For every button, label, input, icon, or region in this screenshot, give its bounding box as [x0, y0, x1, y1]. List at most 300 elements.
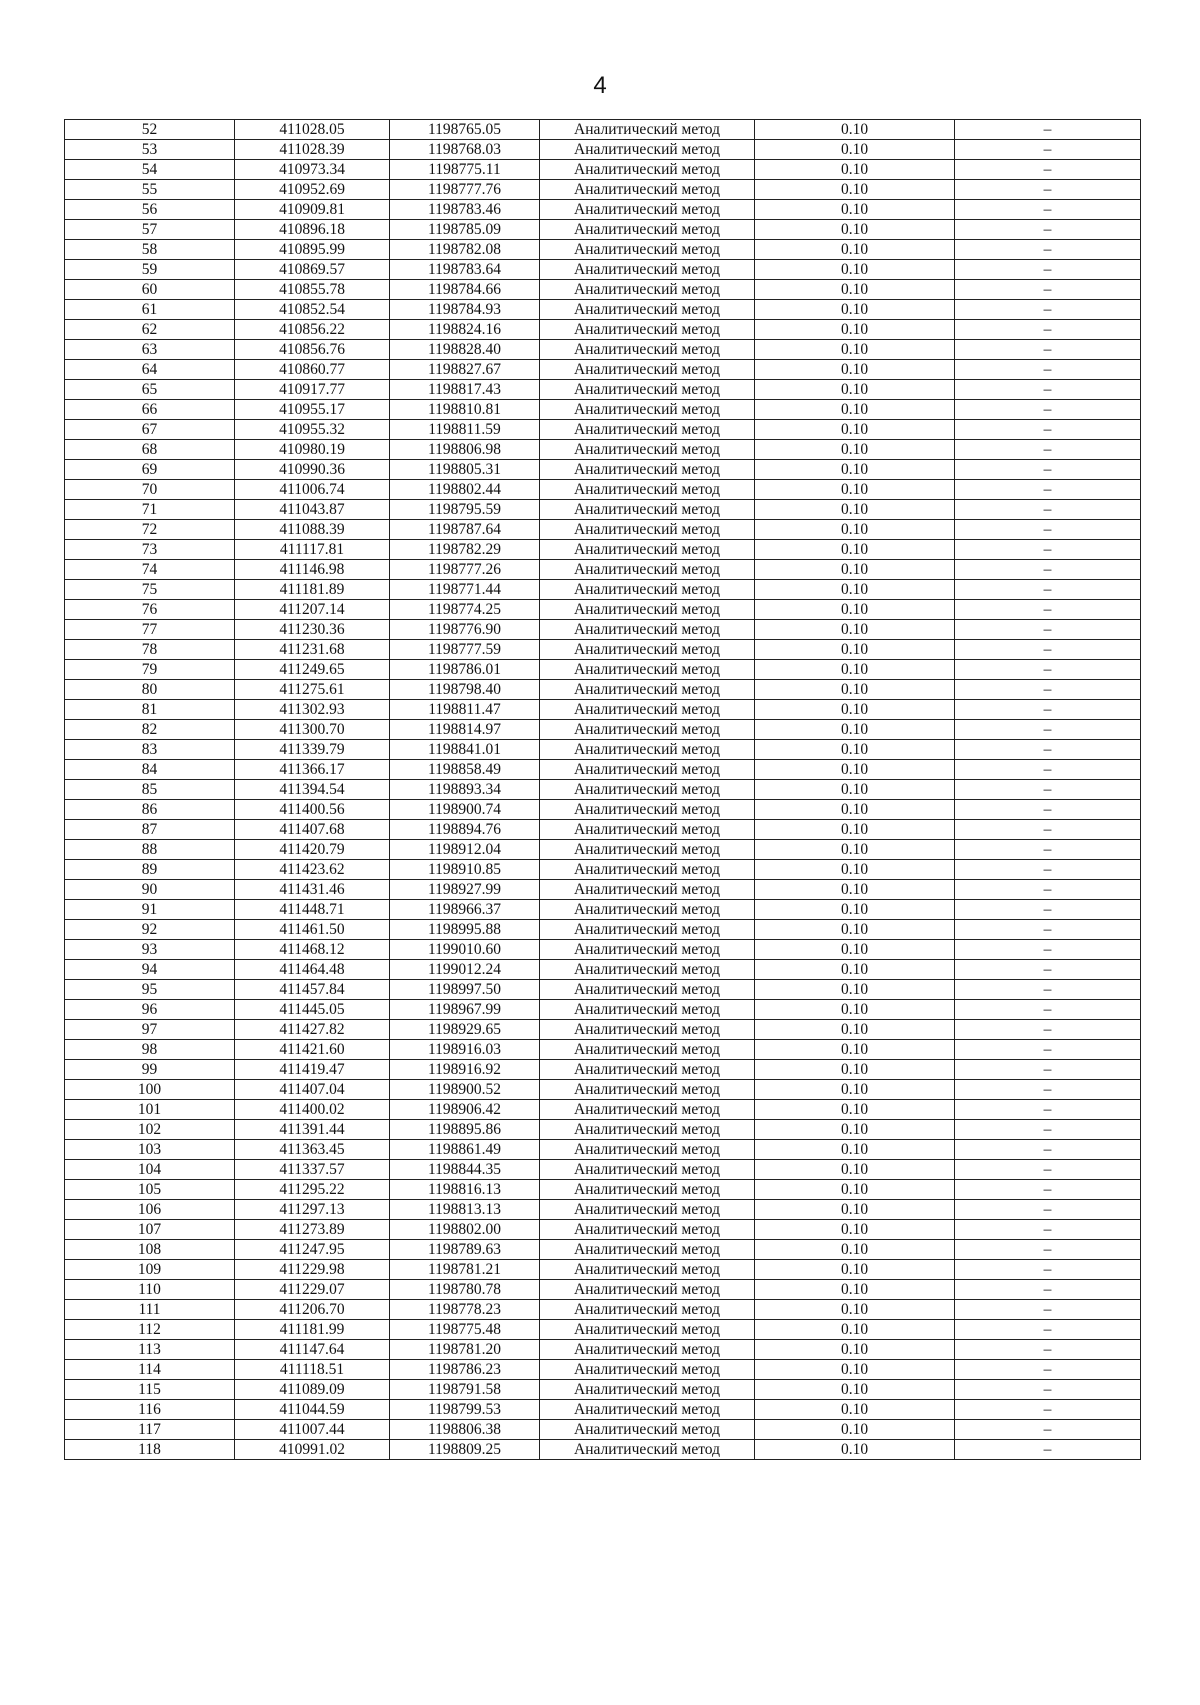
y-coordinate-cell: 1198858.49 [390, 760, 540, 780]
accuracy-cell: 0.10 [755, 140, 955, 160]
table-row [65, 1220, 1141, 1240]
x-coordinate-cell: 411400.56 [235, 800, 390, 820]
accuracy-cell: 0.10 [755, 1440, 955, 1460]
method-cell: Аналитический метод [540, 600, 755, 620]
method-cell: Аналитический метод [540, 400, 755, 420]
accuracy-cell: 0.10 [755, 760, 955, 780]
x-coordinate-cell: 410895.99 [235, 240, 390, 260]
point-number-cell: 53 [65, 140, 235, 160]
method-cell: Аналитический метод [540, 480, 755, 500]
point-number-cell: 58 [65, 240, 235, 260]
table-row [65, 640, 1141, 660]
x-coordinate-cell: 411230.36 [235, 620, 390, 640]
description-cell: – [955, 920, 1141, 940]
x-coordinate-cell: 410952.69 [235, 180, 390, 200]
accuracy-cell: 0.10 [755, 1000, 955, 1020]
x-coordinate-cell: 410973.34 [235, 160, 390, 180]
table-row [65, 560, 1141, 580]
y-coordinate-cell: 1198786.01 [390, 660, 540, 680]
y-coordinate-cell: 1198786.23 [390, 1360, 540, 1380]
accuracy-cell: 0.10 [755, 1260, 955, 1280]
method-cell: Аналитический метод [540, 340, 755, 360]
accuracy-cell: 0.10 [755, 320, 955, 340]
description-cell: – [955, 660, 1141, 680]
method-cell: Аналитический метод [540, 960, 755, 980]
x-coordinate-cell: 411419.47 [235, 1060, 390, 1080]
description-cell: – [955, 680, 1141, 700]
x-coordinate-cell: 410917.77 [235, 380, 390, 400]
table-row [65, 1300, 1141, 1320]
x-coordinate-cell: 410991.02 [235, 1440, 390, 1460]
table-row [65, 1420, 1141, 1440]
accuracy-cell: 0.10 [755, 880, 955, 900]
y-coordinate-cell: 1198817.43 [390, 380, 540, 400]
y-coordinate-cell: 1198775.48 [390, 1320, 540, 1340]
method-cell: Аналитический метод [540, 920, 755, 940]
table-row [65, 860, 1141, 880]
point-number-cell: 86 [65, 800, 235, 820]
x-coordinate-cell: 411297.13 [235, 1200, 390, 1220]
description-cell: – [955, 880, 1141, 900]
accuracy-cell: 0.10 [755, 1340, 955, 1360]
point-number-cell: 88 [65, 840, 235, 860]
y-coordinate-cell: 1198777.76 [390, 180, 540, 200]
table-row [65, 1100, 1141, 1120]
table-row [65, 740, 1141, 760]
point-number-cell: 61 [65, 300, 235, 320]
table-row [65, 1240, 1141, 1260]
method-cell: Аналитический метод [540, 620, 755, 640]
accuracy-cell: 0.10 [755, 620, 955, 640]
table-row [65, 440, 1141, 460]
x-coordinate-cell: 411420.79 [235, 840, 390, 860]
x-coordinate-cell: 411044.59 [235, 1400, 390, 1420]
table-row [65, 760, 1141, 780]
y-coordinate-cell: 1198916.92 [390, 1060, 540, 1080]
method-cell: Аналитический метод [540, 240, 755, 260]
y-coordinate-cell: 1198900.74 [390, 800, 540, 820]
x-coordinate-cell: 411391.44 [235, 1120, 390, 1140]
point-number-cell: 116 [65, 1400, 235, 1420]
y-coordinate-cell: 1198810.81 [390, 400, 540, 420]
x-coordinate-cell: 411007.44 [235, 1420, 390, 1440]
method-cell: Аналитический метод [540, 1040, 755, 1060]
accuracy-cell: 0.10 [755, 260, 955, 280]
table-row [65, 1060, 1141, 1080]
method-cell: Аналитический метод [540, 460, 755, 480]
x-coordinate-cell: 411028.39 [235, 140, 390, 160]
x-coordinate-cell: 411302.93 [235, 700, 390, 720]
method-cell: Аналитический метод [540, 560, 755, 580]
table-row [65, 400, 1141, 420]
y-coordinate-cell: 1198910.85 [390, 860, 540, 880]
table-row [65, 680, 1141, 700]
x-coordinate-cell: 411207.14 [235, 600, 390, 620]
x-coordinate-cell: 411275.61 [235, 680, 390, 700]
method-cell: Аналитический метод [540, 640, 755, 660]
accuracy-cell: 0.10 [755, 1200, 955, 1220]
method-cell: Аналитический метод [540, 1400, 755, 1420]
x-coordinate-cell: 411231.68 [235, 640, 390, 660]
accuracy-cell: 0.10 [755, 1320, 955, 1340]
method-cell: Аналитический метод [540, 780, 755, 800]
table-row [65, 600, 1141, 620]
table-row [65, 1320, 1141, 1340]
description-cell: – [955, 980, 1141, 1000]
y-coordinate-cell: 1198780.78 [390, 1280, 540, 1300]
y-coordinate-cell: 1199010.60 [390, 940, 540, 960]
accuracy-cell: 0.10 [755, 240, 955, 260]
description-cell: – [955, 160, 1141, 180]
x-coordinate-cell: 411118.51 [235, 1360, 390, 1380]
y-coordinate-cell: 1198995.88 [390, 920, 540, 940]
description-cell: – [955, 340, 1141, 360]
point-number-cell: 99 [65, 1060, 235, 1080]
accuracy-cell: 0.10 [755, 1160, 955, 1180]
y-coordinate-cell: 1198768.03 [390, 140, 540, 160]
method-cell: Аналитический метод [540, 1160, 755, 1180]
description-cell: – [955, 580, 1141, 600]
table-row [65, 420, 1141, 440]
table-row [65, 1120, 1141, 1140]
accuracy-cell: 0.10 [755, 1140, 955, 1160]
method-cell: Аналитический метод [540, 700, 755, 720]
y-coordinate-cell: 1198782.29 [390, 540, 540, 560]
point-number-cell: 70 [65, 480, 235, 500]
point-number-cell: 62 [65, 320, 235, 340]
point-number-cell: 82 [65, 720, 235, 740]
x-coordinate-cell: 410955.32 [235, 420, 390, 440]
method-cell: Аналитический метод [540, 1000, 755, 1020]
point-number-cell: 80 [65, 680, 235, 700]
x-coordinate-cell: 411088.39 [235, 520, 390, 540]
y-coordinate-cell: 1198782.08 [390, 240, 540, 260]
description-cell: – [955, 760, 1141, 780]
y-coordinate-cell: 1198824.16 [390, 320, 540, 340]
method-cell: Аналитический метод [540, 880, 755, 900]
point-number-cell: 95 [65, 980, 235, 1000]
point-number-cell: 91 [65, 900, 235, 920]
x-coordinate-cell: 411273.89 [235, 1220, 390, 1240]
point-number-cell: 105 [65, 1180, 235, 1200]
method-cell: Аналитический метод [540, 1220, 755, 1240]
method-cell: Аналитический метод [540, 860, 755, 880]
accuracy-cell: 0.10 [755, 660, 955, 680]
accuracy-cell: 0.10 [755, 380, 955, 400]
point-number-cell: 64 [65, 360, 235, 380]
table-row [65, 840, 1141, 860]
description-cell: – [955, 120, 1141, 140]
description-cell: – [955, 320, 1141, 340]
point-number-cell: 93 [65, 940, 235, 960]
method-cell: Аналитический метод [540, 540, 755, 560]
description-cell: – [955, 1060, 1141, 1080]
point-number-cell: 74 [65, 560, 235, 580]
y-coordinate-cell: 1198811.47 [390, 700, 540, 720]
accuracy-cell: 0.10 [755, 440, 955, 460]
point-number-cell: 76 [65, 600, 235, 620]
description-cell: – [955, 1040, 1141, 1060]
point-number-cell: 52 [65, 120, 235, 140]
method-cell: Аналитический метод [540, 520, 755, 540]
table-row [65, 520, 1141, 540]
x-coordinate-cell: 411300.70 [235, 720, 390, 740]
y-coordinate-cell: 1198916.03 [390, 1040, 540, 1060]
accuracy-cell: 0.10 [755, 740, 955, 760]
table-row [65, 160, 1141, 180]
method-cell: Аналитический метод [540, 1420, 755, 1440]
point-number-cell: 85 [65, 780, 235, 800]
x-coordinate-cell: 411457.84 [235, 980, 390, 1000]
point-number-cell: 71 [65, 500, 235, 520]
x-coordinate-cell: 411427.82 [235, 1020, 390, 1040]
description-cell: – [955, 480, 1141, 500]
x-coordinate-cell: 410856.76 [235, 340, 390, 360]
x-coordinate-cell: 411464.48 [235, 960, 390, 980]
table-row [65, 200, 1141, 220]
x-coordinate-cell: 411394.54 [235, 780, 390, 800]
accuracy-cell: 0.10 [755, 1240, 955, 1260]
table-row [65, 140, 1141, 160]
y-coordinate-cell: 1198784.93 [390, 300, 540, 320]
table-row [65, 1080, 1141, 1100]
y-coordinate-cell: 1198893.34 [390, 780, 540, 800]
table-row [65, 880, 1141, 900]
description-cell: – [955, 1020, 1141, 1040]
method-cell: Аналитический метод [540, 1320, 755, 1340]
y-coordinate-cell: 1198929.65 [390, 1020, 540, 1040]
table-row [65, 320, 1141, 340]
y-coordinate-cell: 1198777.26 [390, 560, 540, 580]
method-cell: Аналитический метод [540, 1140, 755, 1160]
accuracy-cell: 0.10 [755, 120, 955, 140]
point-number-cell: 54 [65, 160, 235, 180]
description-cell: – [955, 1340, 1141, 1360]
accuracy-cell: 0.10 [755, 1080, 955, 1100]
table-row [65, 180, 1141, 200]
y-coordinate-cell: 1198787.64 [390, 520, 540, 540]
point-number-cell: 109 [65, 1260, 235, 1280]
y-coordinate-cell: 1198813.13 [390, 1200, 540, 1220]
table-row [65, 380, 1141, 400]
y-coordinate-cell: 1198816.13 [390, 1180, 540, 1200]
x-coordinate-cell: 411117.81 [235, 540, 390, 560]
x-coordinate-cell: 410869.57 [235, 260, 390, 280]
x-coordinate-cell: 410980.19 [235, 440, 390, 460]
x-coordinate-cell: 410860.77 [235, 360, 390, 380]
method-cell: Аналитический метод [540, 660, 755, 680]
method-cell: Аналитический метод [540, 1360, 755, 1380]
y-coordinate-cell: 1199012.24 [390, 960, 540, 980]
point-number-cell: 75 [65, 580, 235, 600]
point-number-cell: 59 [65, 260, 235, 280]
x-coordinate-cell: 411229.07 [235, 1280, 390, 1300]
x-coordinate-cell: 411028.05 [235, 120, 390, 140]
point-number-cell: 60 [65, 280, 235, 300]
y-coordinate-cell: 1198861.49 [390, 1140, 540, 1160]
y-coordinate-cell: 1198967.99 [390, 1000, 540, 1020]
point-number-cell: 103 [65, 1140, 235, 1160]
accuracy-cell: 0.10 [755, 360, 955, 380]
point-number-cell: 112 [65, 1320, 235, 1340]
x-coordinate-cell: 411181.89 [235, 580, 390, 600]
table-row [65, 1260, 1141, 1280]
description-cell: – [955, 600, 1141, 620]
point-number-cell: 117 [65, 1420, 235, 1440]
point-number-cell: 114 [65, 1360, 235, 1380]
x-coordinate-cell: 411421.60 [235, 1040, 390, 1060]
x-coordinate-cell: 411445.05 [235, 1000, 390, 1020]
description-cell: – [955, 1160, 1141, 1180]
accuracy-cell: 0.10 [755, 720, 955, 740]
point-number-cell: 67 [65, 420, 235, 440]
y-coordinate-cell: 1198802.00 [390, 1220, 540, 1240]
accuracy-cell: 0.10 [755, 1400, 955, 1420]
table-row [65, 540, 1141, 560]
x-coordinate-cell: 411146.98 [235, 560, 390, 580]
method-cell: Аналитический метод [540, 260, 755, 280]
point-number-cell: 77 [65, 620, 235, 640]
x-coordinate-cell: 410909.81 [235, 200, 390, 220]
description-cell: – [955, 1240, 1141, 1260]
accuracy-cell: 0.10 [755, 280, 955, 300]
y-coordinate-cell: 1198775.11 [390, 160, 540, 180]
accuracy-cell: 0.10 [755, 1180, 955, 1200]
accuracy-cell: 0.10 [755, 1120, 955, 1140]
x-coordinate-cell: 411339.79 [235, 740, 390, 760]
y-coordinate-cell: 1198966.37 [390, 900, 540, 920]
point-number-cell: 107 [65, 1220, 235, 1240]
accuracy-cell: 0.10 [755, 340, 955, 360]
accuracy-cell: 0.10 [755, 940, 955, 960]
description-cell: – [955, 1380, 1141, 1400]
method-cell: Аналитический метод [540, 760, 755, 780]
table-row [65, 1000, 1141, 1020]
y-coordinate-cell: 1198765.05 [390, 120, 540, 140]
x-coordinate-cell: 411407.04 [235, 1080, 390, 1100]
accuracy-cell: 0.10 [755, 420, 955, 440]
x-coordinate-cell: 411423.62 [235, 860, 390, 880]
description-cell: – [955, 380, 1141, 400]
table-row [65, 940, 1141, 960]
accuracy-cell: 0.10 [755, 180, 955, 200]
point-number-cell: 111 [65, 1300, 235, 1320]
table-row [65, 780, 1141, 800]
description-cell: – [955, 280, 1141, 300]
table-row [65, 720, 1141, 740]
description-cell: – [955, 820, 1141, 840]
x-coordinate-cell: 411366.17 [235, 760, 390, 780]
description-cell: – [955, 220, 1141, 240]
y-coordinate-cell: 1198844.35 [390, 1160, 540, 1180]
method-cell: Аналитический метод [540, 320, 755, 340]
y-coordinate-cell: 1198811.59 [390, 420, 540, 440]
y-coordinate-cell: 1198784.66 [390, 280, 540, 300]
accuracy-cell: 0.10 [755, 220, 955, 240]
y-coordinate-cell: 1198806.38 [390, 1420, 540, 1440]
y-coordinate-cell: 1198778.23 [390, 1300, 540, 1320]
accuracy-cell: 0.10 [755, 820, 955, 840]
point-number-cell: 83 [65, 740, 235, 760]
point-number-cell: 78 [65, 640, 235, 660]
description-cell: – [955, 1000, 1141, 1020]
description-cell: – [955, 420, 1141, 440]
method-cell: Аналитический метод [540, 980, 755, 1000]
table-row [65, 960, 1141, 980]
description-cell: – [955, 500, 1141, 520]
table-row [65, 280, 1141, 300]
accuracy-cell: 0.10 [755, 1020, 955, 1040]
point-number-cell: 118 [65, 1440, 235, 1460]
description-cell: – [955, 200, 1141, 220]
method-cell: Аналитический метод [540, 220, 755, 240]
point-number-cell: 98 [65, 1040, 235, 1060]
point-number-cell: 65 [65, 380, 235, 400]
y-coordinate-cell: 1198771.44 [390, 580, 540, 600]
method-cell: Аналитический метод [540, 280, 755, 300]
method-cell: Аналитический метод [540, 800, 755, 820]
description-cell: – [955, 1440, 1141, 1460]
table-row [65, 260, 1141, 280]
accuracy-cell: 0.10 [755, 900, 955, 920]
table-row [65, 300, 1141, 320]
y-coordinate-cell: 1198828.40 [390, 340, 540, 360]
y-coordinate-cell: 1198781.21 [390, 1260, 540, 1280]
method-cell: Аналитический метод [540, 1260, 755, 1280]
y-coordinate-cell: 1198900.52 [390, 1080, 540, 1100]
description-cell: – [955, 300, 1141, 320]
description-cell: – [955, 940, 1141, 960]
accuracy-cell: 0.10 [755, 960, 955, 980]
method-cell: Аналитический метод [540, 900, 755, 920]
accuracy-cell: 0.10 [755, 1420, 955, 1440]
y-coordinate-cell: 1198841.01 [390, 740, 540, 760]
y-coordinate-cell: 1198912.04 [390, 840, 540, 860]
method-cell: Аналитический метод [540, 940, 755, 960]
page-number: 4 [593, 72, 607, 99]
method-cell: Аналитический метод [540, 720, 755, 740]
point-number-cell: 108 [65, 1240, 235, 1260]
point-number-cell: 57 [65, 220, 235, 240]
method-cell: Аналитический метод [540, 840, 755, 860]
description-cell: – [955, 700, 1141, 720]
method-cell: Аналитический метод [540, 1240, 755, 1260]
description-cell: – [955, 620, 1141, 640]
x-coordinate-cell: 411400.02 [235, 1100, 390, 1120]
method-cell: Аналитический метод [540, 420, 755, 440]
point-number-cell: 56 [65, 200, 235, 220]
method-cell: Аналитический метод [540, 1060, 755, 1080]
accuracy-cell: 0.10 [755, 160, 955, 180]
accuracy-cell: 0.10 [755, 640, 955, 660]
accuracy-cell: 0.10 [755, 300, 955, 320]
table-row [65, 1340, 1141, 1360]
accuracy-cell: 0.10 [755, 800, 955, 820]
y-coordinate-cell: 1198795.59 [390, 500, 540, 520]
accuracy-cell: 0.10 [755, 1060, 955, 1080]
x-coordinate-cell: 410856.22 [235, 320, 390, 340]
point-number-cell: 63 [65, 340, 235, 360]
table-row [65, 460, 1141, 480]
method-cell: Аналитический метод [540, 820, 755, 840]
method-cell: Аналитический метод [540, 1280, 755, 1300]
table-row [65, 1400, 1141, 1420]
method-cell: Аналитический метод [540, 1120, 755, 1140]
table-row [65, 120, 1141, 140]
y-coordinate-cell: 1198805.31 [390, 460, 540, 480]
method-cell: Аналитический метод [540, 160, 755, 180]
description-cell: – [955, 400, 1141, 420]
